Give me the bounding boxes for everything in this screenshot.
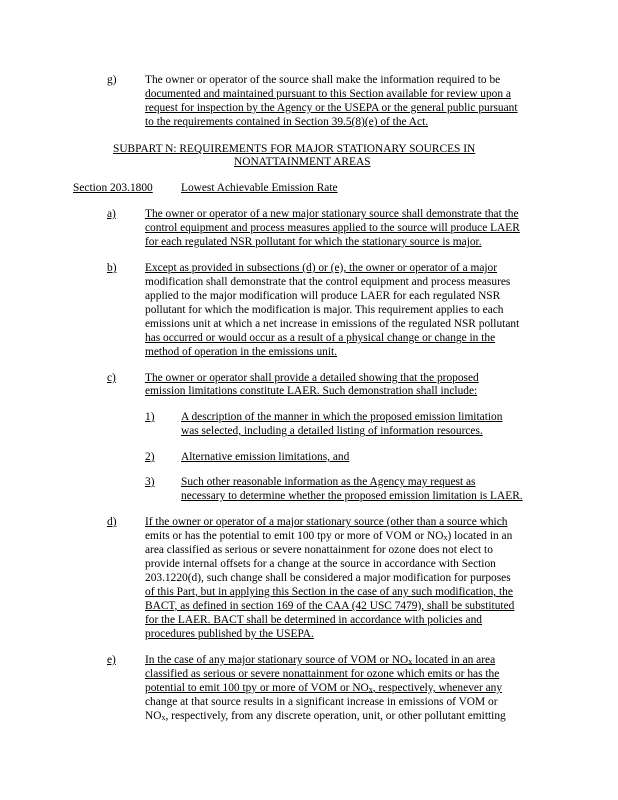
subsection-e-text: potential to emit 100 tpy or more of VOM or NO (145, 682, 369, 694)
subsection-g-line: to the requirements contained in Section 39.5(8)(e) of the Act. (145, 116, 429, 128)
subsection-a-label: a) (107, 208, 116, 220)
subsection-e-line (145, 709, 506, 725)
subsection-g-line: documented and maintained pursuant to this Section available for review upon a (145, 88, 511, 100)
nox-subscript: x (161, 713, 166, 722)
item-3-label: 3) (145, 476, 155, 488)
subsection-c-label: c) (107, 372, 116, 384)
subsection-d-line: for the LAER. BACT shall be determined in accordance with policies and (145, 614, 482, 626)
nox-subscript: x (368, 685, 373, 694)
nox-subscript: x (443, 533, 448, 542)
subsection-d-line: procedures published by the USEPA. (145, 628, 314, 640)
subsection-b-line: Except as provided in subsections (d) or (e), the owner or operator of a major (145, 262, 498, 274)
subsection-d-text: ) located in an (447, 530, 513, 542)
subsection-b-line: emissions unit at which a net increase in emissions of the regulated NSR pollutant (145, 318, 520, 330)
subsection-d-line: of this Part, but in applying this Section in the case of any such modification, the (145, 586, 513, 598)
subsection-b-line: has occurred or would occur as a result of a physical change or change in the (145, 332, 496, 344)
subsection-d-line: provide internal offsets for a change at the source in accordance with Section (145, 558, 496, 570)
subsection-g-line: request for inspection by the Agency or the USEPA or the general public pursuant (145, 102, 518, 114)
subsection-g-line: The owner or operator of the source shall make the information required to be (145, 74, 501, 86)
subsection-b-line: modification shall demonstrate that the control equipment and process measures (145, 276, 511, 288)
subsection-e-text: located in an area (412, 654, 496, 666)
subsection-e-text: In the case of any major stationary source of VOM or NO (145, 654, 409, 666)
item-1-line: A description of the manner in which the proposed emission limitation (181, 411, 503, 423)
subsection-c-line: emission limitations constitute LAER. Such demonstration shall include: (145, 385, 478, 397)
section-title: Lowest Achievable Emission Rate (181, 182, 338, 194)
subsection-e-line: classified as serious or severe nonattainment for ozone which emits or has the (145, 668, 500, 680)
subsection-d-line: BACT, as defined in section 169 of the CAA (42 USC 7479), shall be substituted (145, 600, 515, 612)
item-3-line: necessary to determine whether the proposed emission limitation is LAER. (181, 490, 523, 502)
subsection-e-line: change at that source results in a significant increase in emissions of VOM or (145, 696, 498, 708)
subsection-a-line: for each regulated NSR pollutant for which the stationary source is major. (145, 236, 482, 248)
item-3-line: Such other reasonable information as the Agency may request as (181, 476, 476, 488)
section-number: Section 203.1800 (73, 182, 153, 194)
item-2-line: Alternative emission limitations, and (181, 451, 350, 463)
subpart-heading-line2: NONATTAINMENT AREAS (234, 156, 371, 168)
subsection-c-line: The owner or operator shall provide a detailed showing that the proposed (145, 372, 479, 384)
subsection-b-line: pollutant for which the modification is major. This requirement applies to each (145, 304, 504, 316)
subsection-d-line: area classified as serious or severe nonattainment for ozone does not elect to (145, 544, 493, 556)
subsection-b-label: b) (107, 262, 117, 274)
subsection-d-text: emits or has the potential to emit 100 tpy or more of VOM or NO (145, 530, 444, 542)
subsection-g-label: g) (107, 74, 117, 86)
subsection-d-line: 203.1220(d), such change shall be considered a major modification for purposes (145, 572, 511, 584)
item-2-label: 2) (145, 451, 155, 463)
subsection-b-line: method of operation in the emissions unit. (145, 346, 338, 358)
item-1-line: was selected, including a detailed listing of information resources. (181, 425, 483, 437)
subsection-e-label: e) (107, 654, 116, 666)
item-1-label: 1) (145, 411, 155, 423)
subsection-e-text: , respectively, from any discrete operation, unit, or other pollutant emitting (165, 710, 506, 722)
subpart-heading-line1: SUBPART N: REQUIREMENTS FOR MAJOR STATIONARY SOURCES IN (113, 143, 476, 155)
subsection-e-text: , respectively, whenever any (372, 682, 503, 694)
nox-subscript: x (408, 657, 413, 666)
subsection-d-line: If the owner or operator of a major stationary source (other than a source which (145, 516, 508, 528)
subsection-d-label: d) (107, 516, 117, 528)
subsection-a-line: The owner or operator of a new major stationary source shall demonstrate that the (145, 208, 519, 220)
subsection-a-line: control equipment and process measures applied to the source will produce LAER (145, 222, 520, 234)
subsection-e-text: NO (145, 710, 162, 722)
subsection-b-line: applied to the major modification will produce LAER for each regulated NSR (145, 290, 501, 302)
